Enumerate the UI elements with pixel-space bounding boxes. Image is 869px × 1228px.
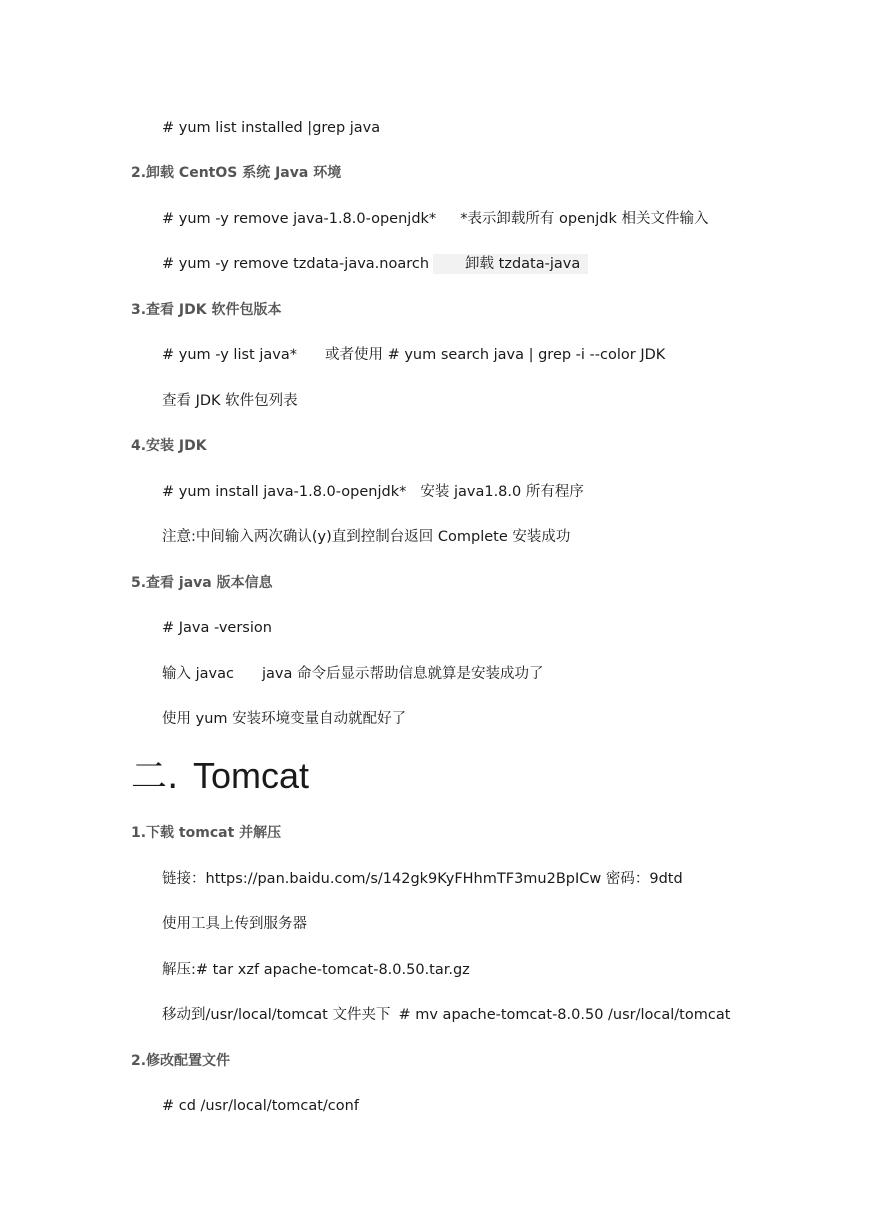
line-move-tomcat	[162, 1005, 730, 1025]
line-install-openjdk	[162, 482, 584, 502]
note-yum-env: 使用 yum 安装环境变量自动就配好了	[162, 711, 407, 727]
command-cd-conf: # cd /usr/local/tomcat/conf	[162, 1098, 359, 1114]
label-extract: 解压:	[162, 962, 196, 978]
note-install-openjdk: 安装 java1.8.0 所有程序	[420, 484, 584, 500]
command-list-java: # yum -y list java*	[162, 347, 297, 363]
heading-java-version: 5.查看 java 版本信息	[131, 575, 273, 591]
note-upload-server: 使用工具上传到服务器	[162, 916, 307, 932]
note-javac: 输入 javac	[162, 666, 234, 682]
note-confirm-install: 注意:中间输入两次确认(y)直到控制台返回 Complete 安装成功	[162, 529, 571, 545]
section-title-text: Tomcat	[193, 755, 310, 796]
note-java-help: java 命令后显示帮助信息就算是安装成功了	[261, 666, 544, 682]
command-remove-tzdata: # yum -y remove tzdata-java.noarch	[162, 256, 430, 272]
heading-modify-config: 2.修改配置文件	[131, 1053, 231, 1069]
command-list-installed: # yum list installed |grep java	[162, 120, 381, 136]
section-number: 二.	[131, 756, 179, 797]
heading-uninstall-java: 2.卸载 CentOS 系统 Java 环境	[131, 165, 342, 181]
command-extract: # tar xzf apache-tomcat-8.0.50.tar.gz	[195, 962, 470, 978]
note-jdk-list: 查看 JDK 软件包列表	[162, 393, 298, 409]
heading-check-jdk: 3.查看 JDK 软件包版本	[131, 302, 282, 318]
download-link-line: 链接：https://pan.baidu.com/s/142gk9KyFHhmTF3mu2BpICw 密码：9dtd	[162, 871, 683, 887]
line-remove-tzdata	[162, 254, 588, 274]
note-remove-tzdata: 卸载 tzdata-java	[465, 256, 581, 272]
line-list-java	[162, 345, 665, 365]
command-install-openjdk: # yum install java-1.8.0-openjdk*	[162, 484, 407, 500]
command-move-tomcat: # mv apache-tomcat-8.0.50 /usr/local/tomcat	[398, 1007, 731, 1023]
note-remove-openjdk: *表示卸载所有 openjdk 相关文件输入	[460, 211, 709, 227]
command-remove-openjdk: # yum -y remove java-1.8.0-openjdk*	[162, 211, 437, 227]
line-extract	[162, 960, 470, 980]
heading-install-jdk: 4.安装 JDK	[131, 438, 207, 454]
heading-download-tomcat: 1.下载 tomcat 并解压	[131, 825, 282, 841]
line-remove-openjdk	[162, 209, 708, 229]
command-java-version: # Java -version	[162, 620, 272, 636]
section-title-tomcat	[131, 753, 309, 800]
alt-command-search-java: 或者使用 # yum search java | grep -i --color JDK	[324, 347, 666, 363]
line-javac-check	[162, 664, 543, 684]
note-move-tomcat: 移动到/usr/local/tomcat 文件夹下	[162, 1007, 391, 1023]
